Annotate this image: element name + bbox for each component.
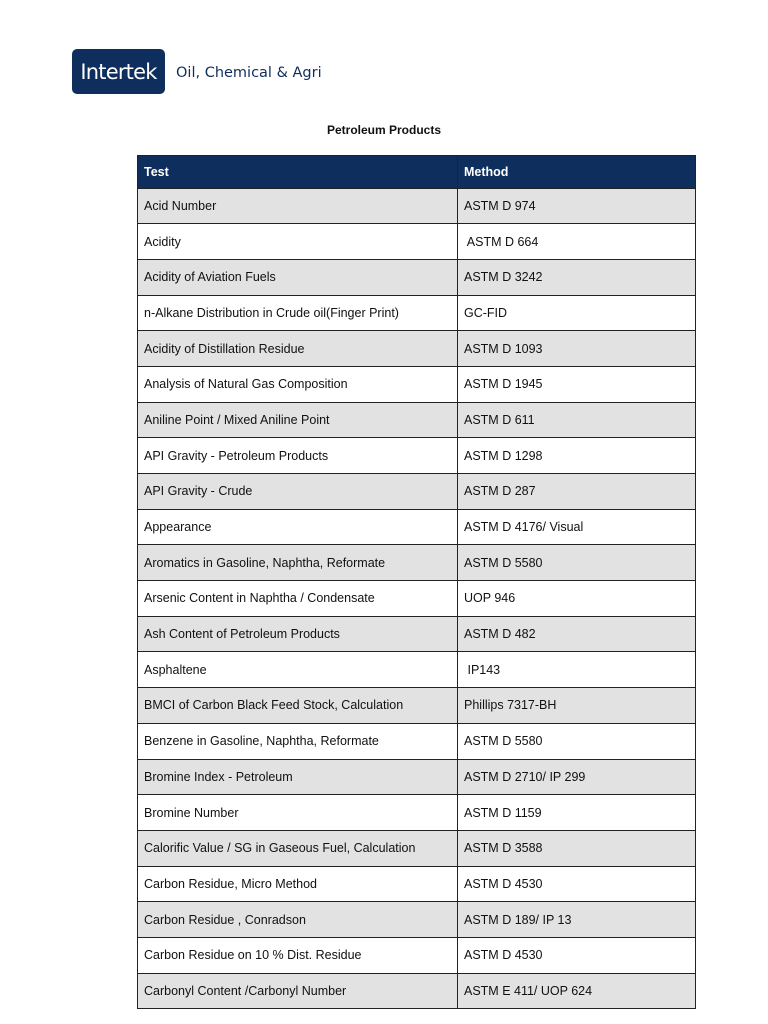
table-row: [138, 937, 696, 973]
table-row: [138, 188, 696, 224]
test-name-cell: Acidity: [138, 224, 458, 260]
test-name-cell: Arsenic Content in Naphtha / Condensate: [138, 581, 458, 617]
test-name-cell: Benzene in Gasoline, Naphtha, Reformate: [138, 723, 458, 759]
intertek-logo: Intertek: [72, 49, 165, 94]
table-row: [138, 509, 696, 545]
method-cell: ASTM D 974: [458, 188, 696, 224]
method-cell: ASTM D 611: [458, 402, 696, 438]
page-header: [72, 49, 322, 94]
method-cell: ASTM D 3242: [458, 259, 696, 295]
method-cell: ASTM D 189/ IP 13: [458, 902, 696, 938]
method-cell: ASTM D 664: [458, 224, 696, 260]
table-row: [138, 545, 696, 581]
table-row: [138, 652, 696, 688]
table-row: [138, 295, 696, 331]
method-cell: IP143: [458, 652, 696, 688]
test-name-cell: Carbonyl Content /Carbonyl Number: [138, 973, 458, 1009]
test-name-cell: Asphaltene: [138, 652, 458, 688]
method-cell: ASTM D 5580: [458, 545, 696, 581]
table-row: [138, 795, 696, 831]
table-row: [138, 366, 696, 402]
test-name-cell: Appearance: [138, 509, 458, 545]
method-cell: ASTM D 4530: [458, 937, 696, 973]
method-cell: ASTM D 1298: [458, 438, 696, 474]
table-header-row: [138, 156, 696, 189]
test-methods-table: [137, 155, 696, 1009]
test-name-cell: Carbon Residue on 10 % Dist. Residue: [138, 937, 458, 973]
table-row: [138, 438, 696, 474]
test-name-cell: n-Alkane Distribution in Crude oil(Finger Print): [138, 295, 458, 331]
test-name-cell: API Gravity - Crude: [138, 474, 458, 510]
method-cell: ASTM D 1159: [458, 795, 696, 831]
document-title: Petroleum Products: [326, 123, 442, 137]
table-row: [138, 331, 696, 367]
method-cell: ASTM D 4176/ Visual: [458, 509, 696, 545]
test-name-cell: Bromine Number: [138, 795, 458, 831]
test-name-cell: Bromine Index - Petroleum: [138, 759, 458, 795]
test-name-cell: Analysis of Natural Gas Composition: [138, 366, 458, 402]
method-cell: ASTM D 3588: [458, 830, 696, 866]
method-cell: ASTM D 1945: [458, 366, 696, 402]
method-cell: ASTM D 287: [458, 474, 696, 510]
table-row: [138, 866, 696, 902]
table-row: [138, 830, 696, 866]
method-cell: Phillips 7317-BH: [458, 688, 696, 724]
test-name-cell: Ash Content of Petroleum Products: [138, 616, 458, 652]
test-name-cell: Calorific Value / SG in Gaseous Fuel, Calculation: [138, 830, 458, 866]
test-name-cell: Aromatics in Gasoline, Naphtha, Reformate: [138, 545, 458, 581]
table-row: [138, 581, 696, 617]
table-row: [138, 259, 696, 295]
method-cell: ASTM D 5580: [458, 723, 696, 759]
test-name-cell: Acidity of Aviation Fuels: [138, 259, 458, 295]
test-name-cell: API Gravity - Petroleum Products: [138, 438, 458, 474]
table-row: [138, 759, 696, 795]
method-cell: ASTM D 2710/ IP 299: [458, 759, 696, 795]
division-name: Oil, Chemical & Agri: [176, 64, 322, 81]
method-cell: ASTM D 482: [458, 616, 696, 652]
table-body: [138, 188, 696, 1009]
column-header-method: Method: [458, 156, 696, 189]
table-row: [138, 902, 696, 938]
column-header-test: Test: [138, 156, 458, 189]
method-cell: ASTM E 411/ UOP 624: [458, 973, 696, 1009]
method-cell: ASTM D 4530: [458, 866, 696, 902]
table-row: [138, 474, 696, 510]
test-name-cell: Carbon Residue , Conradson: [138, 902, 458, 938]
table-row: [138, 224, 696, 260]
test-name-cell: Carbon Residue, Micro Method: [138, 866, 458, 902]
table-row: [138, 688, 696, 724]
test-name-cell: Aniline Point / Mixed Aniline Point: [138, 402, 458, 438]
test-name-cell: Acid Number: [138, 188, 458, 224]
method-cell: GC-FID: [458, 295, 696, 331]
test-name-cell: Acidity of Distillation Residue: [138, 331, 458, 367]
table-row: [138, 973, 696, 1009]
table-row: [138, 402, 696, 438]
test-name-cell: BMCI of Carbon Black Feed Stock, Calculation: [138, 688, 458, 724]
method-cell: ASTM D 1093: [458, 331, 696, 367]
table-row: [138, 616, 696, 652]
method-cell: UOP 946: [458, 581, 696, 617]
table-row: [138, 723, 696, 759]
